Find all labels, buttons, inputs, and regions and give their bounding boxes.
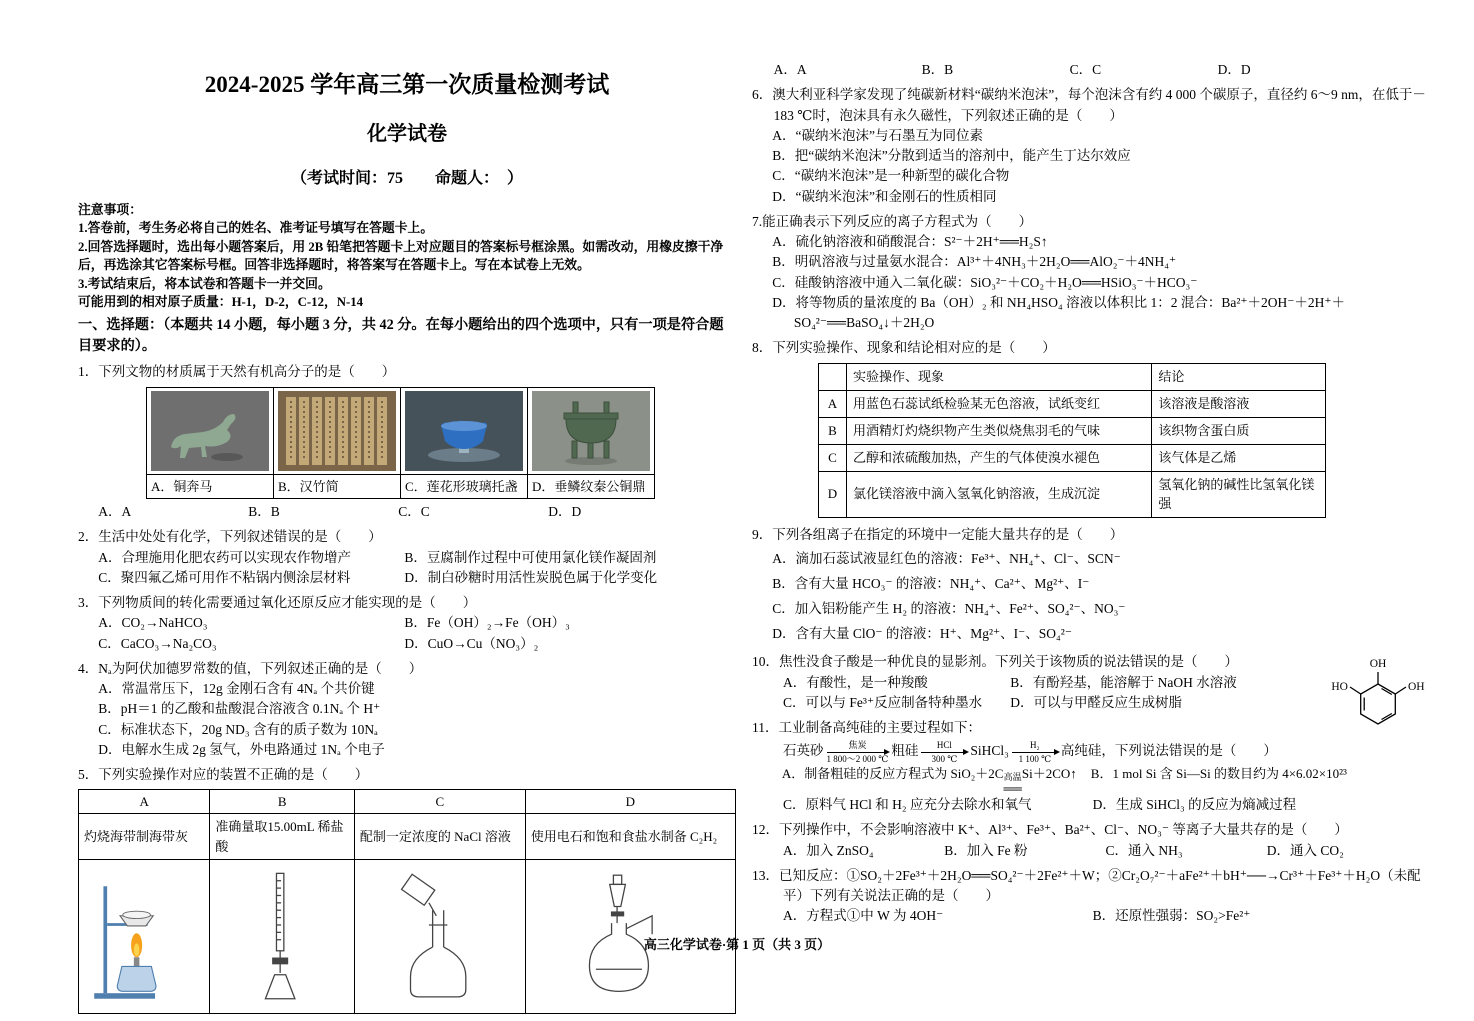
reaction-condition: 高温 ══ — [1003, 772, 1022, 797]
q8-row-d: D 氯化镁溶液中滴入氢氧化钠溶液，生成沉淀 氢氧化钠的碱性比氢氧化镁强 — [819, 471, 1326, 517]
q5-header-a: A — [79, 790, 210, 814]
q8-col-conclusion: 结论 — [1152, 363, 1326, 390]
q7-option-a: A．硫化钠溶液和硝酸混合：S²⁻＋2H⁺══H₂S↑ — [772, 234, 1048, 249]
question-8 — [752, 338, 1428, 517]
exam-title: 2024-2025 学年高三第一次质量检测考试 — [204, 72, 610, 97]
note-item-2: 2.回答选择题时，选出每小题答案后，用 2B 铅笔把答题卡上对应题目的答案标号框涂黑。如需改动，用橡皮擦干净后，再选涂其它答案标号框。回答非选择题时，将答案写在答题卡上。写在本试卷上无效。 — [78, 239, 724, 273]
page-footer: 高三化学试卷·第 1 页（共 3 页） — [643, 937, 831, 952]
q8-col-operation: 实验操作、现象 — [846, 363, 1151, 390]
q12-option-c: C．通入 NH₃ — [1105, 842, 1183, 858]
q8-row-c: C 乙醇和浓硫酸加热，产生的气体使溴水褪色 该气体是乙烯 — [819, 444, 1326, 471]
note-item-3: 3.考试结束后，将本试卷和答题卡一并交回。 — [78, 276, 331, 291]
left-column — [78, 68, 736, 1016]
q1-option-d: D．D — [548, 504, 582, 520]
q7-option-d: D．将等物质的量浓度的 Ba（OH）₂ 和 NH₄HSO₄ 溶液以体积比 1：2 混合：Ba²⁺＋2OH⁻＋2H⁺＋SO₄²⁻══BaSO₄↓＋2H₂O — [772, 294, 1346, 330]
q12-option-a: A．加入 ZnSO₄ — [783, 842, 874, 858]
notes-heading: 注意事项： — [78, 202, 142, 217]
q1-caption-a: A．铜奔马 — [147, 474, 274, 499]
q1-option-b: B．B — [248, 504, 280, 520]
atomic-masses: 可能用到的相对原子质量：H-1，D-2，C-12，N-14 — [78, 295, 364, 310]
question-11 — [752, 718, 1428, 815]
q11-process-flow — [783, 740, 1428, 764]
pyrogallol-structure — [1328, 648, 1428, 740]
q4-stem: 4．Nₐ为阿伏加德罗常数的值，下列叙述正确的是（ ） — [78, 660, 423, 676]
q5-option-a: A．A — [773, 62, 807, 77]
q10-option-c: C．可以与 Fe³⁺反应制备特种墨水 — [783, 694, 983, 710]
q13-option-b: B．还原性强弱：SO₂>Fe²⁺ — [1092, 908, 1251, 924]
arrow-line — [921, 752, 967, 753]
q10-option-b: B．有酚羟基，能溶解于 NaOH 水溶液 — [1010, 674, 1237, 690]
q1-options — [98, 502, 736, 522]
q12-option-d: D．通入 CO₂ — [1266, 842, 1344, 858]
q9-option-c: C．加入铝粉能产生 H₂ 的溶液：NH₄⁺、Fe²⁺、SO₄²⁻、NO₃⁻ — [772, 601, 1126, 617]
q11-option-b: B．1 mol Si 含 Si—Si 的数目约为 4×6.02×10²³ — [1090, 766, 1347, 782]
q7-stem: 7.能正确表示下列反应的离子方程式为（ ） — [752, 213, 1033, 229]
q10-option-d: D．可以与甲醛反应生成树脂 — [1010, 694, 1182, 710]
q5-header-c: C — [354, 790, 525, 814]
exam-subtitle: 化学试卷 — [367, 122, 447, 145]
question-6 — [752, 85, 1428, 207]
q8-stem: 8．下列实验操作、现象和结论相对应的是（ ） — [752, 340, 1056, 356]
question-5 — [78, 765, 736, 1014]
lotus-glass-cup-image — [405, 391, 523, 471]
bronze-ding-image — [532, 391, 650, 471]
question-3 — [78, 593, 736, 654]
q2-option-a: A．合理施用化肥农药可以实现农作物增产 — [98, 549, 351, 565]
q1-artifact-table — [146, 387, 655, 500]
q8-row-a: A 用蓝色石蕊试纸检验某无色溶液，试纸变红 该溶液是酸溶液 — [819, 390, 1326, 417]
oh-label-right: OH — [1408, 681, 1425, 694]
flow-start: 石英砂 — [783, 743, 824, 759]
q1-caption-b: B．汉竹简 — [274, 474, 401, 499]
q4-option-c: C．标准状态下，20g ND₃ 含有的质子数为 10Nₐ — [98, 721, 378, 737]
section-heading: 一、选择题：（本题共 14 小题，每小题 3 分，共 42 分。在每小题给出的四个选项中，只有一项是符合题目要求的）。 — [78, 316, 724, 355]
question-12 — [752, 820, 1428, 861]
arrow-line — [1012, 752, 1058, 753]
q2-option-b: B．豆腐制作过程中可使用氯化镁作凝固剂 — [404, 549, 657, 565]
q12-stem: 12．下列操作中，不会影响溶液中 K⁺、Al³⁺、Fe³⁺、Ba²⁺、Cl⁻、NO₃⁻ 等离子大量共存的是（ ） — [752, 822, 1348, 838]
q6-option-d: D．“碳纳米泡沫”和金刚石的性质相同 — [772, 188, 997, 204]
q5-stem: 5．下列实验操作对应的装置不正确的是（ ） — [78, 767, 369, 783]
exam-meta: （考试时间：75 命题人： ） — [290, 169, 523, 187]
q12-option-b: B．加入 Fe 粉 — [944, 842, 1028, 858]
q9-stem: 9．下列各组离子在指定的环境中一定能大量共存的是（ ） — [752, 526, 1124, 542]
q2-stem: 2．生活中处处有化学，下列叙述错误的是（ ） — [78, 529, 382, 545]
question-1 — [78, 362, 736, 522]
flow-arrow-3: $\frac{\text{H₂}}{1 100 ℃}$ — [1012, 740, 1058, 764]
note-item-1: 1.答卷前，考生务必将自己的姓名、准考证号填写在答题卡上。 — [78, 221, 434, 236]
q11-option-a: A．制备粗硅的反应方程式为 SiO₂＋2C 高温 ══ Si＋2CO↑ — [781, 766, 1077, 797]
q5-caption-a: 灼烧海带制海带灰 — [79, 814, 210, 860]
q3-option-b: B．Fe（OH）₂→Fe（OH）₃ — [404, 615, 570, 631]
q5-apparatus-table — [78, 789, 736, 1014]
q4-option-a: A．常温常压下，12g 金刚石含有 4Nₐ 个共价键 — [98, 681, 375, 697]
notes-section — [78, 201, 736, 312]
q4-option-b: B．pH＝1 的乙酸和盐酸混合溶液含 0.1Nₐ 个 H⁺ — [98, 701, 381, 717]
q8-table — [818, 363, 1326, 518]
q5-options — [774, 60, 1428, 80]
q5-option-c: C．C — [1069, 62, 1102, 77]
flow-arrow-2: HCl 300 ℃ — [921, 740, 967, 764]
q1-option-c: C．C — [398, 504, 430, 520]
flow-node-2: SiHCl₃ — [970, 743, 1009, 759]
q11-option-c: C．原料气 HCl 和 H₂ 应充分去除水和氧气 — [783, 797, 1032, 813]
q5-option-d: D．D — [1217, 62, 1251, 77]
q5-option-b: B．B — [921, 62, 954, 77]
q7-option-c: C．硅酸钠溶液中通入二氧化碳：SiO₃²⁻＋CO₂＋H₂O══HSiO₃⁻＋HCO₃⁻ — [772, 274, 1198, 290]
question-13 — [752, 866, 1428, 927]
q3-stem: 3．下列物质间的转化需要通过氧化还原反应才能实现的是（ ） — [78, 595, 477, 611]
q5-header-b: B — [210, 790, 355, 814]
right-column — [752, 60, 1428, 927]
q9-option-d: D．含有大量 ClO⁻ 的溶液：H⁺、Mg²⁺、I⁻、SO₄²⁻ — [772, 626, 1072, 642]
bronze-horse-image — [151, 391, 269, 471]
flow-arrow-1: 焦炭 1 800～2 000 ℃ — [826, 740, 889, 764]
q1-caption-c: C．莲花形玻璃托盏 — [401, 474, 528, 499]
question-10 — [752, 652, 1428, 713]
q6-option-b: B．把“碳纳米泡沫”分散到适当的溶剂中，能产生丁达尔效应 — [772, 148, 1131, 163]
q9-option-b: B．含有大量 HCO₃⁻ 的溶液：NH₄⁺、Ca²⁺、Mg²⁺、I⁻ — [772, 576, 1090, 592]
q6-stem: 6．澳大利亚科学家发现了纯碳新材料“碳纳米泡沫”，每个泡沫含有约 4 000 个碳原子，直径约 6～9 nm，在低于－183 ℃时，泡沫具有永久磁性，下列叙述正确的是（ ） — [752, 87, 1426, 123]
q5-header-d: D — [525, 790, 735, 814]
question-9 — [752, 523, 1428, 648]
flow-node-3: 高纯硅 — [1060, 743, 1102, 759]
flow-node-1: 粗硅 — [891, 743, 919, 759]
q3-option-a: A．CO₂→NaHCO₃ — [98, 615, 208, 631]
ho-label-left: HO — [1331, 681, 1348, 694]
q7-option-b: B．明矾溶液与过量氨水混合：Al³⁺＋4NH₃＋2H₂O══AlO₂⁻＋4NH₄⁺ — [772, 254, 1177, 270]
q11-stem: 11．工业制备高纯硅的主要过程如下： — [752, 720, 981, 736]
q8-row-b: B 用酒精灯灼烧织物产生类似烧焦羽毛的气味 该织物含蛋白质 — [819, 417, 1326, 444]
q2-option-d: D．制白砂糖时用活性炭脱色属于化学变化 — [404, 569, 658, 585]
q9-option-a: A．滴加石蕊试液显红色的溶液：Fe³⁺、NH₄⁺、Cl⁻、SCN⁻ — [772, 551, 1121, 567]
q4-option-d: D．电解水生成 2g 氢气，外电路通过 1Nₐ 个电子 — [98, 741, 385, 757]
q13-stem: 13．已知反应：①SO₂＋2Fe³⁺＋2H₂O══SO₄²⁻＋2Fe²⁺＋W；②Cr₂O₇²⁻＋aFe²⁺＋bH⁺──→Cr³⁺＋Fe³⁺＋H₂O（未配平）下列有关说法正确的是（ ） — [752, 867, 1421, 904]
q5-caption-c: 配制一定浓度的 NaCl 溶液 — [354, 814, 525, 860]
question-4 — [78, 659, 736, 760]
question-7 — [752, 212, 1428, 334]
q11-flow-tail: ，下列说法错误的是（ ） — [1101, 743, 1277, 759]
q5-caption-b: 准确量取15.00mL 稀盐酸 — [210, 814, 355, 860]
q5-caption-d: 使用电石和饱和食盐水制备 C₂H₂ — [525, 814, 735, 860]
oh-label-top: OH — [1369, 658, 1387, 671]
q1-option-a: A．A — [98, 504, 132, 520]
question-2 — [78, 527, 736, 588]
q1-caption-d: D．垂鳞纹秦公铜鼎 — [528, 474, 655, 499]
q6-option-a: A．“碳纳米泡沫”与石墨互为同位素 — [772, 127, 983, 143]
q10-stem: 10．焦性没食子酸是一种优良的显影剂。下列关于该物质的说法错误的是（ ） — [752, 654, 1238, 670]
arrow-line — [827, 752, 889, 753]
q10-option-a: A．有酸性，是一种羧酸 — [783, 674, 928, 690]
q1-stem: 1．下列文物的材质属于天然有机高分子的是（ ） — [78, 364, 396, 380]
q3-option-c: C．CaCO₃→Na₂CO₃ — [98, 635, 217, 651]
q6-option-c: C．“碳纳米泡沫”是一种新型的碳化合物 — [772, 168, 1010, 184]
q3-option-d: D．CuO→Cu（NO₃）₂ — [404, 635, 539, 651]
q2-option-c: C．聚四氟乙烯可用作不粘锅内侧涂层材料 — [98, 569, 351, 585]
q13-option-a: A．方程式①中 W 为 4OH⁻ — [783, 908, 944, 924]
q11-option-d: D．生成 SiHCl₃ 的反应为熵减过程 — [1092, 797, 1297, 813]
bamboo-slips-image — [278, 391, 396, 471]
